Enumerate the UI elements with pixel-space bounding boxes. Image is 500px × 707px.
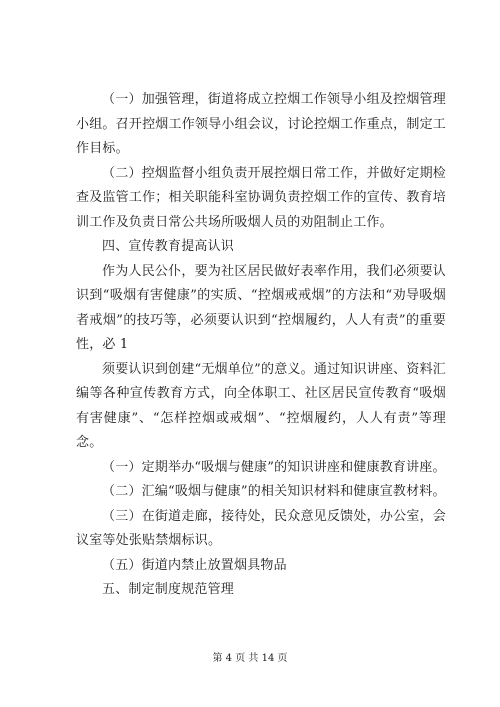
list-item-signage: （三）在街道走廊，接待处，民众意见反馈处，办公室，会议室等处张贴禁烟标识。 — [76, 508, 446, 548]
document-body — [76, 88, 446, 603]
section-heading-publicity: 四、宣传教育提高认识 — [102, 239, 235, 254]
list-item-materials: （二）汇编“吸烟与健康”的相关知识材料和健康宣教材料。 — [102, 484, 446, 499]
paragraph-role-model: 作为人民公仆，要为社区居民做好表率作用，我们必须要认识到“吸烟有害健康”的实质、“控烟戒戒烟”的方法和“劝导吸烟者戒烟”的技巧等，必须要认识到“控烟履约，人人有责”的重要性，必 1 — [76, 263, 446, 352]
list-item-lectures: （一）定期举办“吸烟与健康”的知识讲座和健康教育讲座。 — [102, 459, 446, 475]
paragraph-management: （一）加强管理，街道将成立控烟工作领导小组及控烟管理小组。召开控烟工作领导小组会议，讨论控烟工作重点，制定工作目标。 — [76, 92, 446, 156]
list-item-no-smoking-items: （五）街道内禁止放置烟具物品 — [102, 557, 287, 573]
paragraph-smoke-free-unit: 须要认识到创建“无烟单位”的意义。通过知识讲座、资料汇编等各种宣传教育方式，向全体职工、社区居民宣传教育“吸烟有害健康”、“怎样控烟或戒烟”、“控烟履约，人人有责”等理念。 — [76, 361, 446, 450]
section-heading-regulations: 五、制定制度规范管理 — [102, 582, 235, 597]
page-footer: 第 4 页 共 14 页 — [212, 653, 288, 664]
paragraph-supervision: （二）控烟监督小组负责开展控烟日常工作，并做好定期检查及监管工作；相关职能科室协调负责控烟工作的宣传、教育培训工作及负责日常公共场所吸烟人员的劝阻制止工作。 — [76, 165, 446, 230]
